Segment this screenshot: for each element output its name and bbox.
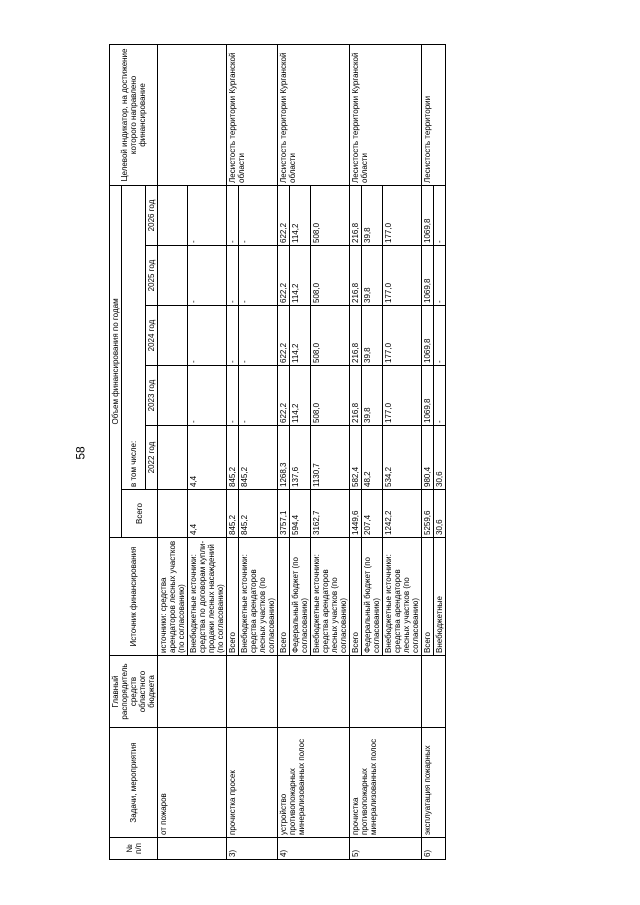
table-row — [278, 44, 290, 859]
header-2024: 2024 год — [146, 306, 158, 366]
y2025-cell: 1069,8 — [422, 246, 434, 306]
table-body — [158, 44, 446, 859]
header-target: Целевой индикатор, на достижение которого направлено финансирование — [110, 44, 158, 185]
total-cell: 5259,6 — [422, 490, 434, 538]
y2025-cell: 39,8 — [362, 246, 383, 306]
total-cell — [158, 490, 188, 538]
header-2023: 2023 год — [146, 366, 158, 426]
y2026-cell: 508,0 — [311, 185, 350, 245]
source-cell: Внебюджетные источники: средства арендаторов лесных участков (по согласованию) — [239, 538, 278, 656]
y2025-cell: - — [434, 246, 446, 306]
y2025-cell: 622,2 — [278, 246, 290, 306]
y2023-cell: 216,8 — [350, 366, 362, 426]
y2026-cell: - — [434, 185, 446, 245]
manager-cell — [350, 656, 422, 728]
page-number: 58 — [73, 446, 88, 460]
total-cell: 1449,6 — [350, 490, 362, 538]
target-indicator: Лесистость территории Курганской области — [227, 44, 278, 185]
y2023-cell: 1069,8 — [422, 366, 434, 426]
y2024-cell: 508,0 — [311, 306, 350, 366]
target-indicator — [158, 44, 227, 185]
y2023-cell: 508,0 — [311, 366, 350, 426]
y2024-cell: - — [188, 306, 227, 366]
row-number: 5) — [350, 838, 422, 860]
y2022-cell: 1268,3 — [278, 426, 290, 490]
y2023-cell: - — [239, 366, 278, 426]
y2024-cell: - — [239, 306, 278, 366]
source-cell: Внебюджетные источники: средства арендаторов лесных участков (по согласованию) — [311, 538, 350, 656]
task-name: прочистка противопожарных минерализованных полос — [350, 728, 422, 838]
y2026-cell: 1069,8 — [422, 185, 434, 245]
target-indicator: Лесистость территории Курганской области — [278, 44, 350, 185]
task-name: прочистка просек — [227, 728, 278, 838]
y2025-cell: - — [227, 246, 239, 306]
y2022-cell: 845,2 — [239, 426, 278, 490]
target-indicator: Лесистость территории Курганской области — [350, 44, 422, 185]
total-cell: 3757,1 — [278, 490, 290, 538]
row-number: 3) — [227, 838, 278, 860]
y2025-cell: 114,2 — [290, 246, 311, 306]
y2023-cell: 114,2 — [290, 366, 311, 426]
y2026-cell: 216,8 — [350, 185, 362, 245]
total-cell: 845,2 — [227, 490, 239, 538]
source-cell: Всего — [278, 538, 290, 656]
table-row — [350, 44, 362, 859]
rotated-table-frame — [109, 45, 551, 860]
total-cell: 207,4 — [362, 490, 383, 538]
header-2025: 2025 год — [146, 246, 158, 306]
header-2026: 2026 год — [146, 185, 158, 245]
y2022-cell: 4,4 — [188, 426, 227, 490]
total-cell: 30,6 — [434, 490, 446, 538]
table-row — [422, 44, 434, 859]
y2024-cell: 1069,8 — [422, 306, 434, 366]
y2026-cell: 114,2 — [290, 185, 311, 245]
manager-cell — [422, 656, 446, 728]
y2026-cell: - — [227, 185, 239, 245]
task-name: эксплуатация пожарных — [422, 728, 446, 838]
total-cell: 845,2 — [239, 490, 278, 538]
y2025-cell — [158, 246, 188, 306]
y2022-cell: 845,2 — [227, 426, 239, 490]
y2022-cell: 534,2 — [383, 426, 422, 490]
y2022-cell: 48,2 — [362, 426, 383, 490]
header-2022: 2022 год — [146, 426, 158, 490]
y2023-cell — [158, 366, 188, 426]
source-cell: Федеральный бюджет (по согласованию) — [290, 538, 311, 656]
y2025-cell: 177,0 — [383, 246, 422, 306]
header-manager: Главный распорядитель средств областного бюджета — [110, 656, 158, 728]
source-cell: Всего — [350, 538, 362, 656]
task-name: устройство противопожарных минерализованных полос — [278, 728, 350, 838]
y2025-cell: - — [239, 246, 278, 306]
manager-cell — [158, 656, 227, 728]
table-row — [158, 44, 188, 859]
row-number: 4) — [278, 838, 350, 860]
y2025-cell: - — [188, 246, 227, 306]
y2024-cell: 177,0 — [383, 306, 422, 366]
source-cell: Внебюджетные источники: средства арендаторов лесных участков (по согласованию) — [383, 538, 422, 656]
manager-cell — [227, 656, 278, 728]
header-total: Всего — [122, 490, 158, 538]
header-volume: Объем финансирования по годам — [110, 185, 122, 537]
y2023-cell: - — [227, 366, 239, 426]
y2022-cell — [158, 426, 188, 490]
y2023-cell: - — [434, 366, 446, 426]
source-cell: источники: средства арендаторов лесных участков (по согласованию) — [158, 538, 188, 656]
y2025-cell: 216,8 — [350, 246, 362, 306]
y2022-cell: 582,4 — [350, 426, 362, 490]
y2024-cell: 114,2 — [290, 306, 311, 366]
row-number — [158, 838, 227, 860]
y2022-cell: 137,6 — [290, 426, 311, 490]
y2026-cell: - — [239, 185, 278, 245]
y2025-cell: 508,0 — [311, 246, 350, 306]
total-cell: 594,4 — [290, 490, 311, 538]
y2026-cell — [158, 185, 188, 245]
y2024-cell: 39,8 — [362, 306, 383, 366]
y2024-cell: 216,8 — [350, 306, 362, 366]
y2026-cell: 177,0 — [383, 185, 422, 245]
y2022-cell: 1130,7 — [311, 426, 350, 490]
header-source: Источник финансирования — [110, 538, 158, 656]
table-row — [227, 44, 239, 859]
header-row-1 — [110, 44, 122, 859]
total-cell: 3162,7 — [311, 490, 350, 538]
target-indicator: Лесистость территории — [422, 44, 446, 185]
source-cell: Федеральный бюджет (по согласованию) — [362, 538, 383, 656]
source-cell: Всего — [422, 538, 434, 656]
header-task: Задачи, мероприятия — [110, 728, 158, 838]
y2022-cell: 30,6 — [434, 426, 446, 490]
total-cell: 1242,2 — [383, 490, 422, 538]
manager-cell — [278, 656, 350, 728]
source-cell: Внебюджетные источники: средства по договорам купли-продажи лесных насаждений (по согласованию) — [188, 538, 227, 656]
source-cell: Внебюджетные — [434, 538, 446, 656]
total-cell: 4,4 — [188, 490, 227, 538]
y2026-cell: - — [188, 185, 227, 245]
row-number: 6) — [422, 838, 446, 860]
y2023-cell: 622,2 — [278, 366, 290, 426]
y2023-cell: 177,0 — [383, 366, 422, 426]
source-cell: Всего — [227, 538, 239, 656]
header-num: № п/п — [110, 838, 158, 860]
y2024-cell — [158, 306, 188, 366]
y2024-cell: 622,2 — [278, 306, 290, 366]
y2026-cell: 39,8 — [362, 185, 383, 245]
y2026-cell: 622,2 — [278, 185, 290, 245]
task-name: от пожаров — [158, 728, 227, 838]
y2023-cell: - — [188, 366, 227, 426]
y2022-cell: 980,4 — [422, 426, 434, 490]
y2023-cell: 39,8 — [362, 366, 383, 426]
rotated-table-inner — [109, 45, 551, 860]
header-incl: в том числе: — [122, 185, 146, 489]
y2024-cell: - — [434, 306, 446, 366]
y2024-cell: - — [227, 306, 239, 366]
financing-table — [109, 44, 446, 860]
